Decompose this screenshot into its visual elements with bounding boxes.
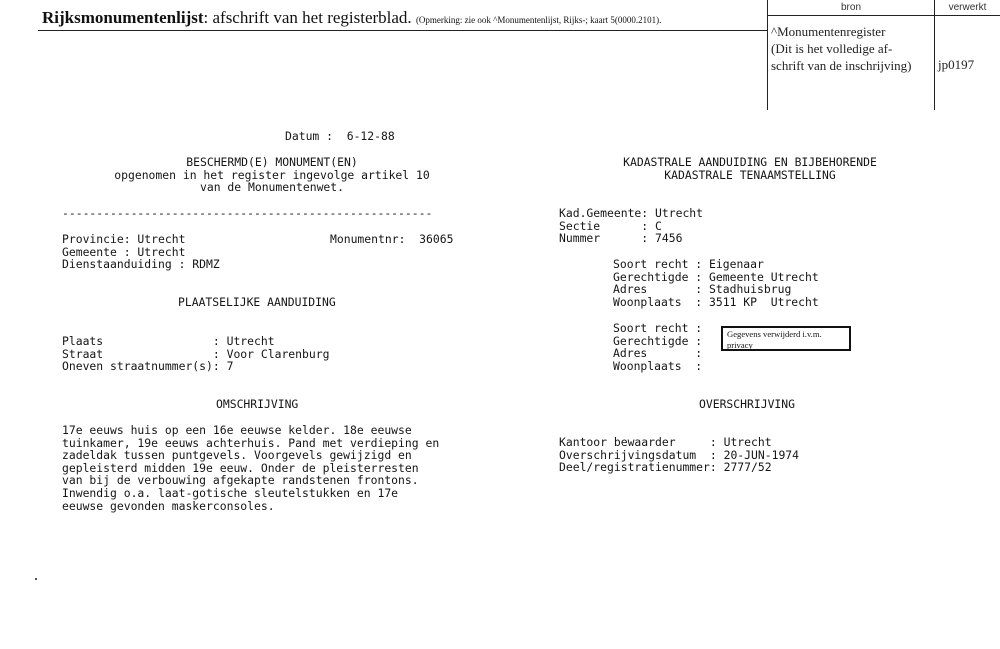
source-table [767,0,1000,110]
bron-line: schrift van de inschrijving) [771,58,912,73]
bron-text [771,23,935,74]
second-owner-block: Soort recht : Gerechtigde : Adres : Woonplaats : [613,321,703,373]
page-title [42,8,661,28]
dashed-divider: ------------------------------------------------------ [62,207,433,220]
bron-line: ^Monumentenregister [771,24,886,39]
verwerkt-code: jp0197 [938,57,975,72]
header-divider [38,30,768,31]
privacy-box: Gegevens verwijderd i.v.m. privacy [721,326,851,351]
omschrijving-heading: OMSCHRIJVING [216,397,299,411]
col-bron-header: bron [768,0,934,16]
overschrijving-block: Kantoor bewaarder : Utrecht Overschrijvingsdatum : 20-JUN-1974 Deel/registratienummer: 2777/52 [559,435,800,475]
title-rest: : afschrift van het registerblad. [203,8,412,27]
scan-speck [35,578,37,580]
col-verwerkt-header: verwerkt [935,0,1000,16]
title-bold: Rijksmonumentenlijst [42,8,204,27]
datum-line: Datum : 6-12-88 [285,129,395,143]
plaats-block: Plaats : Utrecht Straat : Voor Clarenburg Oneven straatnummer(s): 7 [62,334,330,374]
kadastrale-heading: KADASTRALE AANDUIDING EN BIJBEHORENDE KADASTRALE TENAAMSTELLING [623,155,877,182]
plaatselijke-heading: PLAATSELIJKE AANDUIDING [178,295,336,309]
table-border-left [767,0,768,110]
monumentnr: Monumentnr: 36065 [330,232,454,246]
eigenaar-block: Soort recht : Eigenaar Gerechtigde : Gemeente Utrecht Adres : Stadhuisbrug Woonplaats : 3511 KP Utrecht [613,257,819,309]
title-note: (Opmerking: zie ook ^Monumentenlijst, Rijks-; kaart 5(0000.2101). [415,15,662,25]
bron-line: (Dit is het volledige af- [771,41,893,56]
kad-block: Kad.Gemeente: Utrecht Sectie : C Nummer : 7456 [559,206,704,246]
monument-heading: BESCHERMD(E) MONUMENT(EN) opgenomen in het register ingevolge artikel 10 van de Monumentenwet. [114,155,430,195]
overschrijving-heading: OVERSCHRIJVING [699,397,796,411]
provincie-block: Provincie: Utrecht Gemeente : Utrecht Dienstaanduiding : RDMZ [62,232,220,272]
omschrijving-text: 17e eeuws huis op een 16e eeuwse kelder. 18e eeuwse tuinkamer, 19e eeuws achterhuis. Pand met verdieping en zadeldak tussen puntgevels. Voorgevels gewijzigd en gepleisterd midden 19e eeuw. Onder de pleisterresten van bij de verbouwing afgekapte randstenen frontons. Inwendig o.a. laat-gotische sleutelstukken en 17e eeuwse gevonden maskerconsoles. [62,423,440,513]
